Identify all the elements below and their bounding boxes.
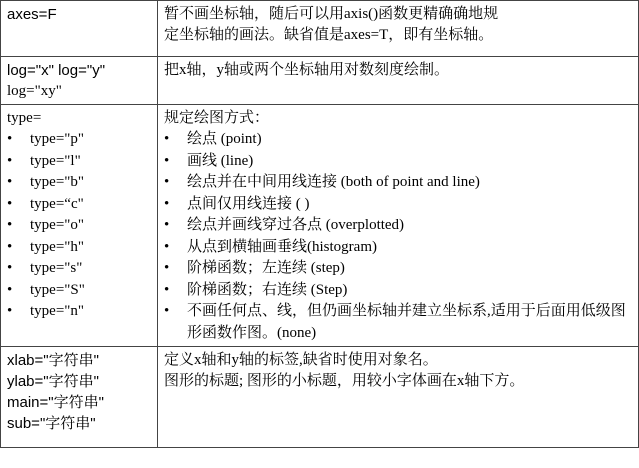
param-text: log="xy" <box>7 83 62 99</box>
description-cell <box>158 1 639 57</box>
list-item: • 点间仅用线连接 ( ) <box>164 194 632 216</box>
list-item: • 从点到横轴画垂线(histogram) <box>164 237 632 259</box>
description-cell <box>158 57 639 105</box>
param-header: type= <box>7 110 42 126</box>
description-text: 图形的标题; 图形的小标题，用较小字体画在x轴下方。 <box>164 373 525 389</box>
list-item: • type="l" <box>7 151 151 173</box>
description-cell <box>158 105 639 347</box>
list-item: • type="n" <box>7 301 151 323</box>
list-item: • 画线 (line) <box>164 151 632 173</box>
list-item: • 绘点 (point) <box>164 129 632 151</box>
param-cell <box>1 1 158 57</box>
description-text: 定坐标轴的画法。缺省值是axes=T，即有坐标轴。 <box>164 27 494 43</box>
table-row <box>1 105 639 347</box>
param-cell <box>1 347 158 448</box>
list-item: • type="o" <box>7 215 151 237</box>
param-text: sub="字符串" <box>7 415 96 432</box>
description-cell <box>158 347 639 448</box>
description-header: 规定绘图方式： <box>164 110 270 126</box>
list-item: • type="s" <box>7 258 151 280</box>
list-item: • 绘点并画线穿过各点 (overplotted) <box>164 215 632 237</box>
type-option-list <box>7 129 151 323</box>
param-text: xlab="字符串" <box>7 352 99 369</box>
list-item: • type="h" <box>7 237 151 259</box>
param-text: log="x" log="y" <box>7 62 106 79</box>
param-cell <box>1 57 158 105</box>
param-text: main="字符串" <box>7 394 104 411</box>
list-item: • 不画任何点、线，但仍画坐标轴并建立坐标系,适用于后面用低级图形函数作图。(none) <box>164 301 632 344</box>
table-row <box>1 1 639 57</box>
description-text: 暂不画坐标轴，随后可以用axis()函数更精确确地规 <box>164 6 499 22</box>
list-item: • type=“c" <box>7 194 151 216</box>
list-item: • 绘点并在中间用线连接 (both of point and line) <box>164 172 632 194</box>
list-item: • 阶梯函数；右连续 (Step) <box>164 280 632 302</box>
list-item: • 阶梯函数；左连续 (step) <box>164 258 632 280</box>
list-item: • type="p" <box>7 129 151 151</box>
description-text: 把x轴，y轴或两个坐标轴用对数刻度绘制。 <box>164 62 450 78</box>
table-row <box>1 347 639 448</box>
param-cell <box>1 105 158 347</box>
table-row <box>1 57 639 105</box>
param-text: ylab="字符串" <box>7 373 99 390</box>
type-description-list <box>164 129 632 344</box>
list-item: • type="S" <box>7 280 151 302</box>
description-text: 定义x轴和y轴的标签,缺省时使用对象名。 <box>164 352 438 368</box>
list-item: • type="b" <box>7 172 151 194</box>
param-text: axes=F <box>7 6 57 23</box>
